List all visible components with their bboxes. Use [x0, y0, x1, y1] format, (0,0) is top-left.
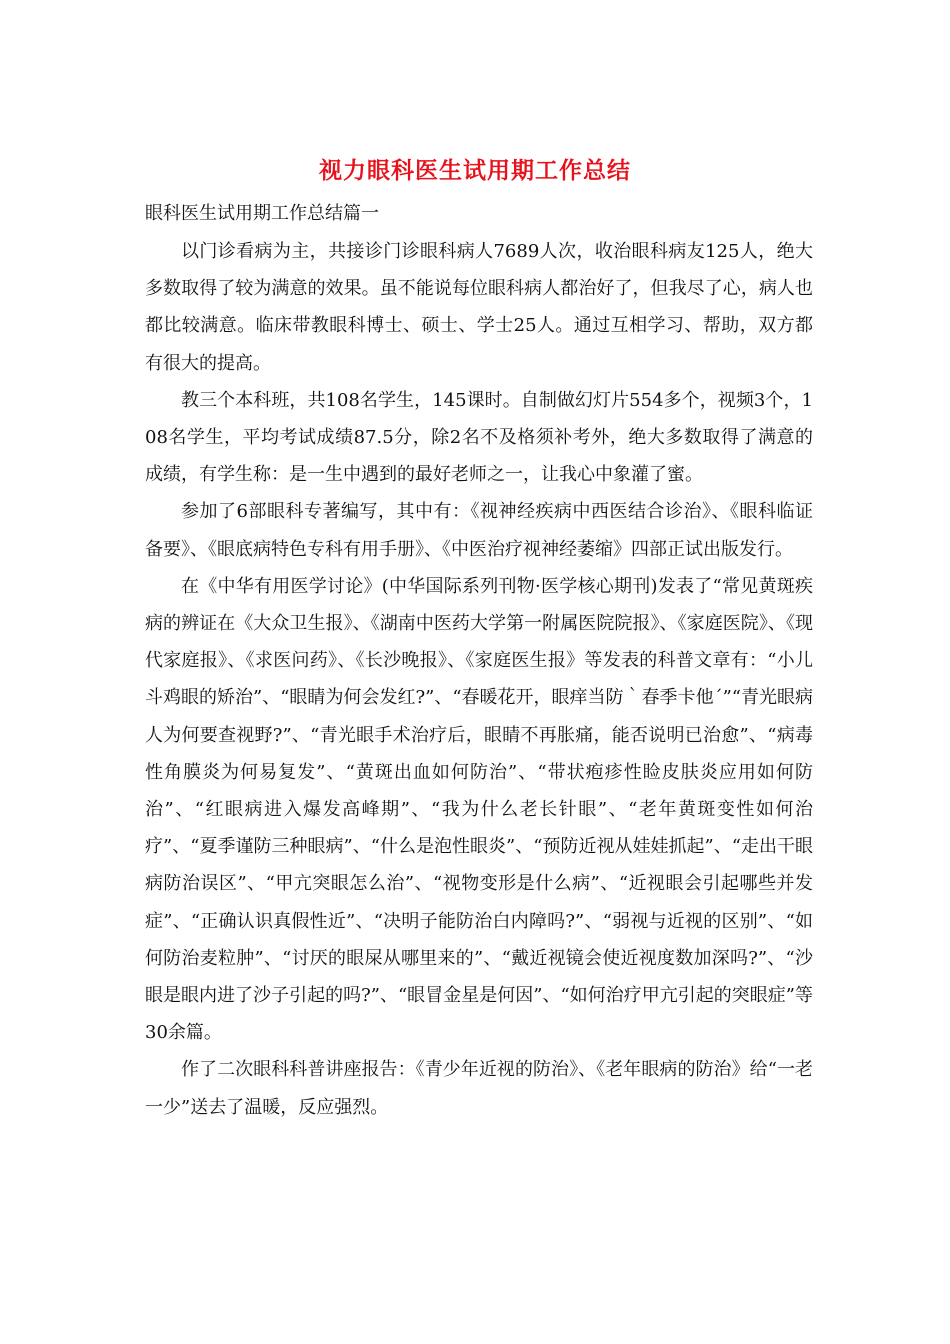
document-subtitle: 眼科医生试用期工作总结篇一: [145, 203, 379, 224]
document-body: [145, 233, 813, 1126]
paragraph-monographs: 参加了6部眼科专著编写，其中有：《视神经疾病中西医结合诊治》、《眼科临证备要》、《眼底病特色专科有用手册》、《中医治疗视神经萎缩》四部正试出版发行。: [145, 501, 813, 560]
document-title: 视力眼科医生试用期工作总结: [319, 157, 631, 184]
paragraph-publications: 在《中华有用医学讨论》(中华国际系列刊物·医学核心期刊)发表了“常见黄斑疾病的辨证在《大众卫生报》、《湖南中医药大学第一附属医院院报》、《家庭医院》、《现代家庭报》、《求医问药》、《长沙晚报》、《家庭医生报》等发表的科普文章有：“小儿斗鸡眼的矫治”、“眼睛为何会发红?”、“春暖花开，眼痒当防｀春季卡他´”“青光眼病人为何要查视野?”、“青光眼手术治疗后，眼睛不再胀痛，能否说明已治愈”、“病毒性角膜炎为何易复发”、“黄斑出血如何防治”、“带状疱疹性睑皮肤炎应用如何防治”、“红眼病进入爆发高峰期”、“我为什么老长针眼”、“老年黄斑变性如何治疗”、“夏季谨防三种眼病”、“什么是泡性眼炎”、“预防近视从娃娃抓起”、“走出干眼病防治误区”、“甲亢突眼怎么治”、“视物变形是什么病”、“近视眼会引起哪些并发症”、“正确认识真假性近”、“决明子能防治白内障吗?”、“弱视与近视的区别”、“如何防治麦粒肿”、“讨厌的眼屎从哪里来的”、“戴近视镜会使近视度数加深吗?”、“沙眼是眼内进了沙子引起的吗?”、“眼冒金星是何因”、“如何治疗甲亢引起的突眼症”等30余篇。: [145, 575, 813, 1044]
paragraph-lectures: 作了二次眼科科普讲座报告：《青少年近视的防治》、《老年眼病的防治》给“一老一少”送去了温暖，反应强烈。: [145, 1059, 813, 1118]
paragraph-outpatient-work: 以门诊看病为主，共接诊门诊眼科病人7689人次，收治眼科病友125人，绝大多数取得了较为满意的效果。虽不能说每位眼科病人都治好了，但我尽了心，病人也都比较满意。临床带教眼科博士、硕士、学士25人。通过互相学习、帮助，双方都有很大的提高。: [145, 241, 813, 374]
paragraph-teaching: 教三个本科班，共108名学生，145课时。自制做幻灯片554多个，视频3个，108名学生，平均考试成绩87.5分，除2名不及格须补考外，绝大多数取得了满意的成绩，有学生称：是一生中遇到的最好老师之一，让我心中象灌了蜜。: [145, 389, 813, 486]
